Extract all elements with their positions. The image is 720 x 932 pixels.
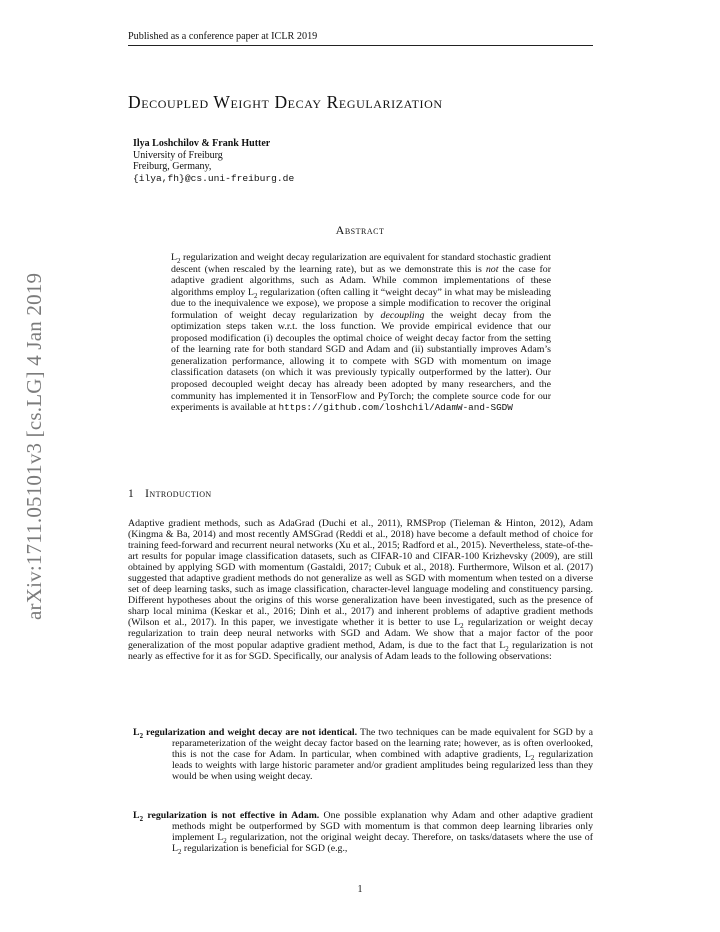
page-number: 1	[357, 884, 363, 895]
abstract-part: the weight decay from the optimization steps taken w.r.t. the loss function. We provide empirical evidence that our proposed modification (i) decouples the optimal choice of weight decay factor from the setting of the learning rate for both standard SGD and Adam and (ii) substantially improves Adam’s generalization performance, allowing it to compete with SGD with momentum on image classification datasets (on which it was previously typically outperformed by the latter). Our proposed decoupled weight decay has already been adopted by many researchers, and the community has implemented it in TensorFlow and PyTorch; the complete source code for our experiments is available at	[171, 309, 552, 414]
observation-lead: $L_2$ regularization and weight decay are not identical.	[133, 727, 358, 740]
intro-paragraph	[128, 518, 593, 662]
l2-symbol: $L_2$	[247, 286, 258, 300]
intro-part: regularization is not nearly as effective for it as for SGD. Specifically, our analysis of Adam leads to the following observations:	[128, 639, 593, 662]
arxiv-side-label: arXiv:1711.05101v3 [cs.LG] 4 Jan 2019	[22, 272, 46, 620]
l2-symbol: $L_2$	[454, 617, 464, 631]
observation-text: The two techniques can be made equivalent for SGD by a reparameterization of the weight decay factor based on the learning rate; however, as is often overlooked, this is not the case for Adam. In particular, when combined with adaptive gradients,	[172, 727, 593, 761]
paper-title: Decoupled Weight Decay Regularization	[128, 92, 443, 112]
author-affiliation: University of Freiburg	[133, 149, 223, 161]
observation-text: regularization, not the original weight decay. Therefore, on tasks/datasets where the use of	[229, 832, 594, 844]
l2-symbol: $L_2$	[217, 832, 227, 846]
observation-text: regularization leads to weights with large historic parameter and/or gradient amplitudes being regularized less than they would be when using weight decay.	[172, 749, 594, 783]
l2-symbol: $L_2$	[499, 639, 509, 653]
code-url-link[interactable]: https://github.com/loshchil/AdamW-and-SGDW	[278, 402, 513, 414]
l2-symbol: $L_2$	[172, 843, 182, 857]
author-email: {ilya,fh}@cs.uni-freiburg.de	[133, 172, 295, 184]
abstract-part: regularization and weight decay regularization are equivalent for standard stochastic gradient descent (when rescaled by the learning rate), but as we demonstrate this is	[171, 252, 552, 275]
observation-item	[133, 810, 594, 857]
l2-symbol: $L_2$	[524, 749, 535, 763]
abstract-part: the case for adaptive gradient algorithms, such as Adam. While common implementations of these algorithms employ	[171, 263, 552, 298]
conference-header: Published as a conference paper at ICLR 2019	[128, 31, 318, 42]
section-number: 1	[128, 488, 135, 500]
abstract-emphasis: decoupling	[380, 309, 425, 321]
abstract-heading: Abstract	[335, 223, 385, 237]
section-title: Introduction	[145, 488, 212, 500]
abstract-part: regularization (often calling it “weight decay” in what may be misleading due to the inequivalence we expose), we propose a simple modification to recover the original formulation of weight decay regularization by	[171, 286, 551, 321]
observation-lead: $L_2$ regularization is not effective in Adam.	[133, 810, 320, 823]
intro-part: Adaptive gradient methods, such as AdaGrad (Duchi et al., 2011), RMSProp (Tieleman & Hinton, 2012), Adam (Kingma & Ba, 2014) and most recently AMSGrad (Reddi et al., 2018) have become a default method of choice for training feed-forward and recurrent neural networks (Xu et al., 2015; Radford et al., 2015). Nevertheless, state-of-the-art results for popular image classification datasets, such as CIFAR-10 and CIFAR-100 Krizhevsky (2009), are still obtained by applying SGD with momentum (Gastaldi, 2017; Cubuk et al., 2018). Furthermore, Wilson et al. (2017) suggested that adaptive gradient methods do not generalize as well as SGD with momentum when tested on a diverse set of deep learning tasks, such as image classification, character-level language modeling and constituency parsing. Different hypotheses about the origins of this worse generalization have been investigated, such as the presence of sharp local minima (Keskar et al., 2016; Dinh et al., 2017) and inherent problems of adaptive gradient methods (Wilson et al., 2017). In this paper, we investigate whether it is better to use	[128, 518, 593, 629]
abstract-emphasis: not	[485, 263, 499, 275]
observation-text: One possible explanation why Adam and other adaptive gradient methods might be outperformed by SGD with momentum is that common deep learning libraries only implement	[172, 810, 593, 844]
abstract-text	[171, 252, 551, 414]
header-rule	[128, 45, 593, 46]
section-heading	[128, 488, 212, 500]
observation-item	[133, 727, 593, 782]
author-block	[133, 138, 294, 184]
author-location: Freiburg, Germany,	[133, 161, 212, 173]
observation-text: regularization is beneficial for SGD (e.g.,	[183, 843, 348, 855]
l2-symbol: $L_2$	[171, 252, 181, 265]
intro-part: regularization or weight decay regularization to train deep neural networks with SGD and Adam. We show that a major factor of the poor generalization of the most popular adaptive gradient method, Adam, is due to the fact that	[128, 617, 593, 651]
author-names: Ilya Loshchilov & Frank Hutter	[133, 138, 271, 149]
